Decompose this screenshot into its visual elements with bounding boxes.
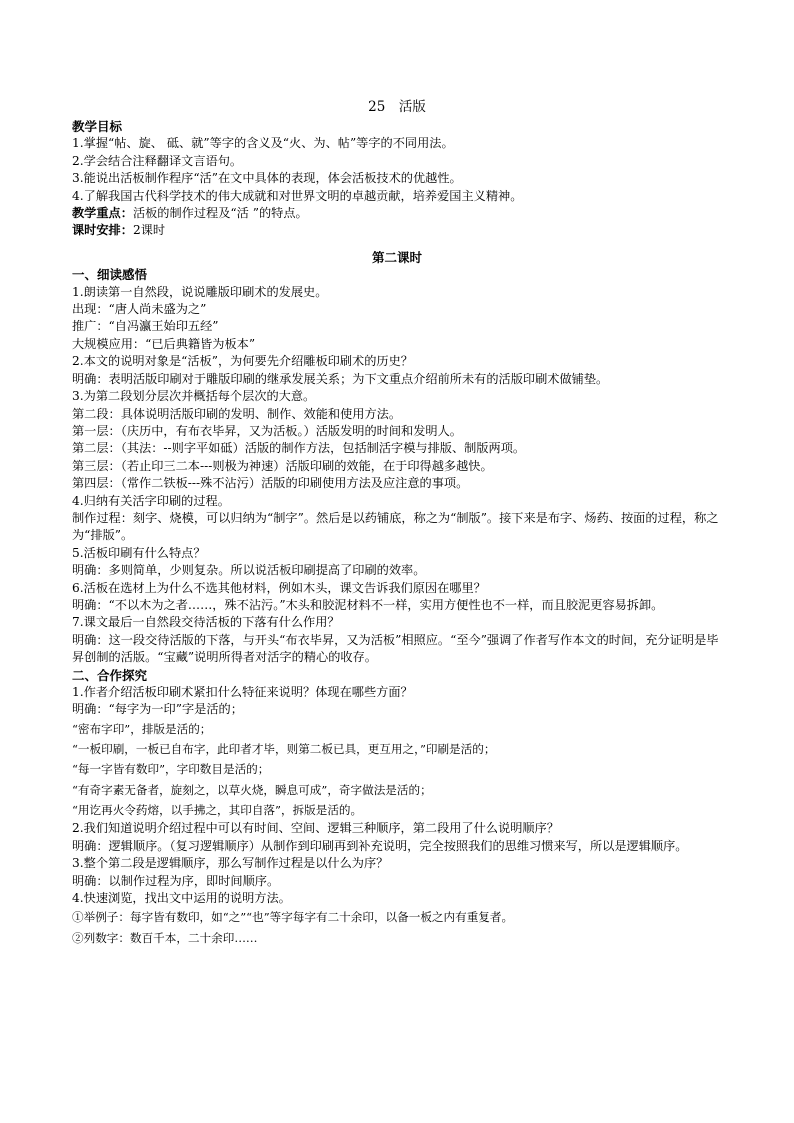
text-line: 大规模应用：“已后典籍皆为板本” [72, 336, 256, 351]
text-line: 3.为第二段划分层次并概括每个层次的大意。 [72, 389, 316, 404]
text-line: 第一层：（庆历中，有布衣毕昇，又为活板。）活版发明的时间和发明人。 [72, 423, 462, 438]
text-line: 明确：表明活版印刷对于雕版印刷的继承发展关系；为下文重点介绍前所未有的活版印刷术做铺垫。 [72, 371, 609, 386]
text-line: 5.活板印刷有什么特点？ [72, 545, 206, 560]
text-line: 明确：以制作过程为序，即时间顺序。 [72, 873, 280, 888]
text-line: 明确：多则简单，少则复杂。所以说活板印刷提高了印刷的效率。 [72, 563, 426, 578]
text-line: 2.本文的说明对象是“活板”，为何要先介绍雕板印刷术的历史？ [72, 354, 413, 369]
paragraph-process: 制作过程：刻字、烧模，可以归纳为“制字”。然后是以药铺底，称之为“制版”。接下来是布字、炀药、按面的过程，称之为“排版”。 [72, 510, 719, 543]
document-page [72, 98, 722, 948]
objectives-heading: 教学目标 [72, 119, 123, 134]
objective-item: 2.学会结合注释翻译文言语句。 [72, 153, 243, 168]
text-line: 1.朗读第一自然段，说说雕版印刷术的发展史。 [72, 284, 328, 299]
quote-line: “一板印刷，一板已自布字，此印者才毕，则第二板已具，更互用之，”印刷是活的； [72, 742, 496, 757]
key-points-text: 活板的制作过程及“活 ”的特点。 [132, 206, 308, 221]
text-line: 2.我们知道说明介绍过程中可以有时间、空间、逻辑三种顺序，第二段用了什么说明顺序？ [72, 821, 559, 836]
paragraph-ending: 明确：这一段交待活版的下落，与开头“布衣毕昇，又为活板”相照应。“至今”强调了作者写作本文的时间，充分证明是毕昇创制的活版。“宝藏”说明所得者对活字的精心的收存。 [72, 632, 719, 665]
text-line: 1.作者介绍活板印刷术紧扣什么特征来说明？体现在哪些方面？ [72, 685, 413, 699]
text-line: 推广：“自冯瀛王始印五经” [72, 319, 219, 334]
section2-heading: 二、合作探究 [72, 667, 148, 683]
text-line: 第四层：（常作二铁板---殊不沾污）活版的印刷使用方法及应注意的事项。 [72, 476, 469, 491]
quote-line: “密布字印”，排版是活的； [72, 721, 212, 736]
class-hours [72, 222, 722, 239]
text-line: 出现：“唐人尚未盛为之” [72, 302, 207, 317]
class-hours-label: 课时安排： [72, 223, 133, 238]
text-line: 第二层：（其法：--则字平如砥）活版的制作方法，包括制活字模与排版、制版两项。 [72, 441, 526, 456]
text-line: 3.整个第二段是逻辑顺序，那么写制作过程是以什么为序？ [72, 856, 389, 871]
quote-line: “用讫再火令药熔，以手拂之，其印自落”，拆版是活的。 [72, 803, 363, 817]
text-line: 第三层：（若止印三二本---则极为神速）活版印刷的效能，在于印得越多越快。 [72, 458, 493, 473]
text-line: 第二段：具体说明活版印刷的发明、制作、效能和使用方法。 [72, 406, 402, 421]
objective-item: 3.能说出活板制作程序“活”在文中具体的表现，体会活板技术的优越性。 [72, 171, 462, 186]
quote-line: “有奇字素无备者，旋刻之，以草火烧，瞬息可成”，奇字做法是活的； [72, 782, 432, 797]
paragraph-material: 明确：“不以木为之者……，殊不沾污。”木头和胶泥材料不一样，实用方便性也不一样，而且胶泥更容易拆卸。 [72, 597, 664, 612]
quote-line: “每一字皆有数印”，字印数目是活的； [72, 762, 270, 777]
text-line: 4.快速浏览，找出文中运用的说明方法。 [72, 890, 291, 905]
text-line: 7.课文最后一自然段交待活板的下落有什么作用？ [72, 615, 340, 630]
objective-item: 1.掌握“帖、旋、 砥、就”等字的含义及“火、为、帖”等字的不同用法。 [72, 136, 454, 151]
key-points-label: 教学重点： [72, 206, 133, 221]
text-line: 4.归纳有关活字印刷的过程。 [72, 493, 230, 508]
objective-item: 4.了解我国古代科学技术的伟大成就和对世界文明的卓越贡献，培养爱国主义精神。 [72, 188, 523, 203]
section1-heading: 一、细读感悟 [72, 267, 148, 283]
class-hours-text: 2课时 [132, 223, 166, 238]
text-line: 6.活板在选材上为什么不选其他材料，例如木头，课文告诉我们原因在哪里？ [72, 580, 486, 595]
page-title: 25 活版 [368, 99, 426, 115]
lesson-title: 第二课时 [371, 249, 422, 265]
method-line: ①举例子：每字皆有数印，如“之”“也”等字每字有二十余印，以备一板之内有重复者。 [72, 910, 514, 925]
paragraph-order: 明确：逻辑顺序。（复习逻辑顺序）从制作到印刷再到补充说明，完全按照我们的思维习惯来写，所以是逻辑顺序。 [72, 838, 688, 853]
text-line: 明确：“每字为一印”字是活的； [72, 702, 243, 717]
key-points [72, 205, 722, 222]
method-line: ②列数字：数百千本，二十余印…… [72, 930, 258, 945]
